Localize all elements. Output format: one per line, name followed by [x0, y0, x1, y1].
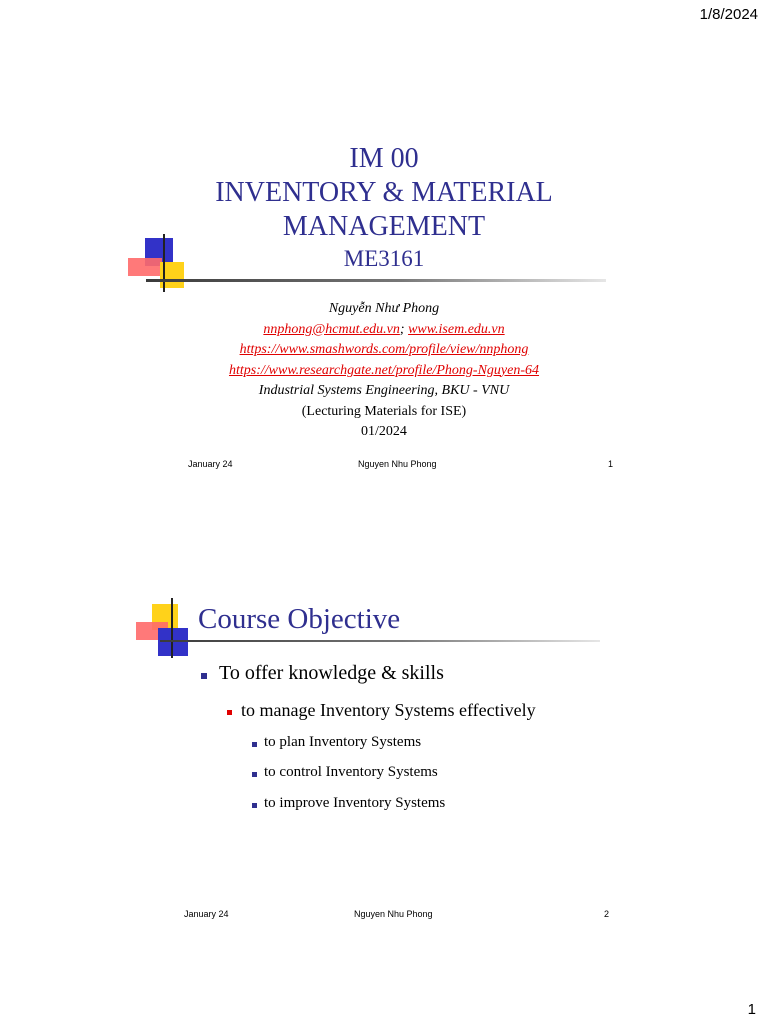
title-line-1: IM 00: [349, 143, 419, 174]
page-date: 1/8/2024: [699, 6, 758, 23]
slide-2-footer-right: 2: [604, 909, 610, 919]
red-square-bullet-icon: [227, 710, 232, 715]
blue-square-bullet-icon: [201, 673, 207, 679]
affiliation: Industrial Systems Engineering, BKU - VNU: [258, 383, 510, 398]
slide-1-date: 01/2024: [361, 424, 407, 439]
slide-1-footer-right: 1: [608, 459, 614, 469]
materials-note: (Lecturing Materials for ISE): [301, 403, 467, 419]
slide-1-info: [0, 299, 768, 443]
bullet-level-3: to improve Inventory Systems: [252, 795, 445, 812]
slide-2-footer-left: January 24: [184, 909, 229, 919]
slide-1-title-rule: [146, 279, 606, 282]
slide-1-title: [0, 142, 768, 274]
researchgate-link[interactable]: https://www.researchgate.net/profile/Phong-Nguyen-64: [228, 362, 540, 378]
slide-2-footer-center: Nguyen Nhu Phong: [354, 909, 433, 919]
slide-2-title: Course Objective: [198, 603, 401, 635]
slide-1-footer-left: January 24: [188, 459, 233, 469]
bullet-level-3: to plan Inventory Systems: [252, 734, 421, 751]
bullet-level-1: To offer knowledge & skills: [201, 662, 444, 685]
blue-square-bullet-icon: [252, 803, 257, 808]
page-number: 1: [747, 1001, 756, 1018]
blue-square-bullet-icon: [252, 772, 257, 777]
bullet-level-3: to control Inventory Systems: [252, 764, 438, 781]
slide-2-title-rule: [160, 640, 600, 642]
slide-1-footer-center: Nguyen Nhu Phong: [358, 459, 437, 469]
title-line-3: MANAGEMENT: [282, 211, 486, 242]
blue-square-bullet-icon: [252, 742, 257, 747]
website-link[interactable]: www.isem.edu.vn: [408, 321, 505, 337]
course-code: ME3161: [343, 246, 425, 271]
title-line-2: INVENTORY & MATERIAL: [215, 177, 553, 208]
bullet-level-2: to manage Inventory Systems effectively: [227, 700, 536, 721]
separator: ;: [399, 321, 405, 337]
contact-line: [0, 320, 768, 341]
email-link[interactable]: nnphong@hcmut.edu.vn: [263, 321, 400, 337]
smashwords-link[interactable]: https://www.smashwords.com/profile/view/nnphong: [239, 342, 529, 357]
author-name: Nguyễn Như Phong: [328, 301, 440, 316]
